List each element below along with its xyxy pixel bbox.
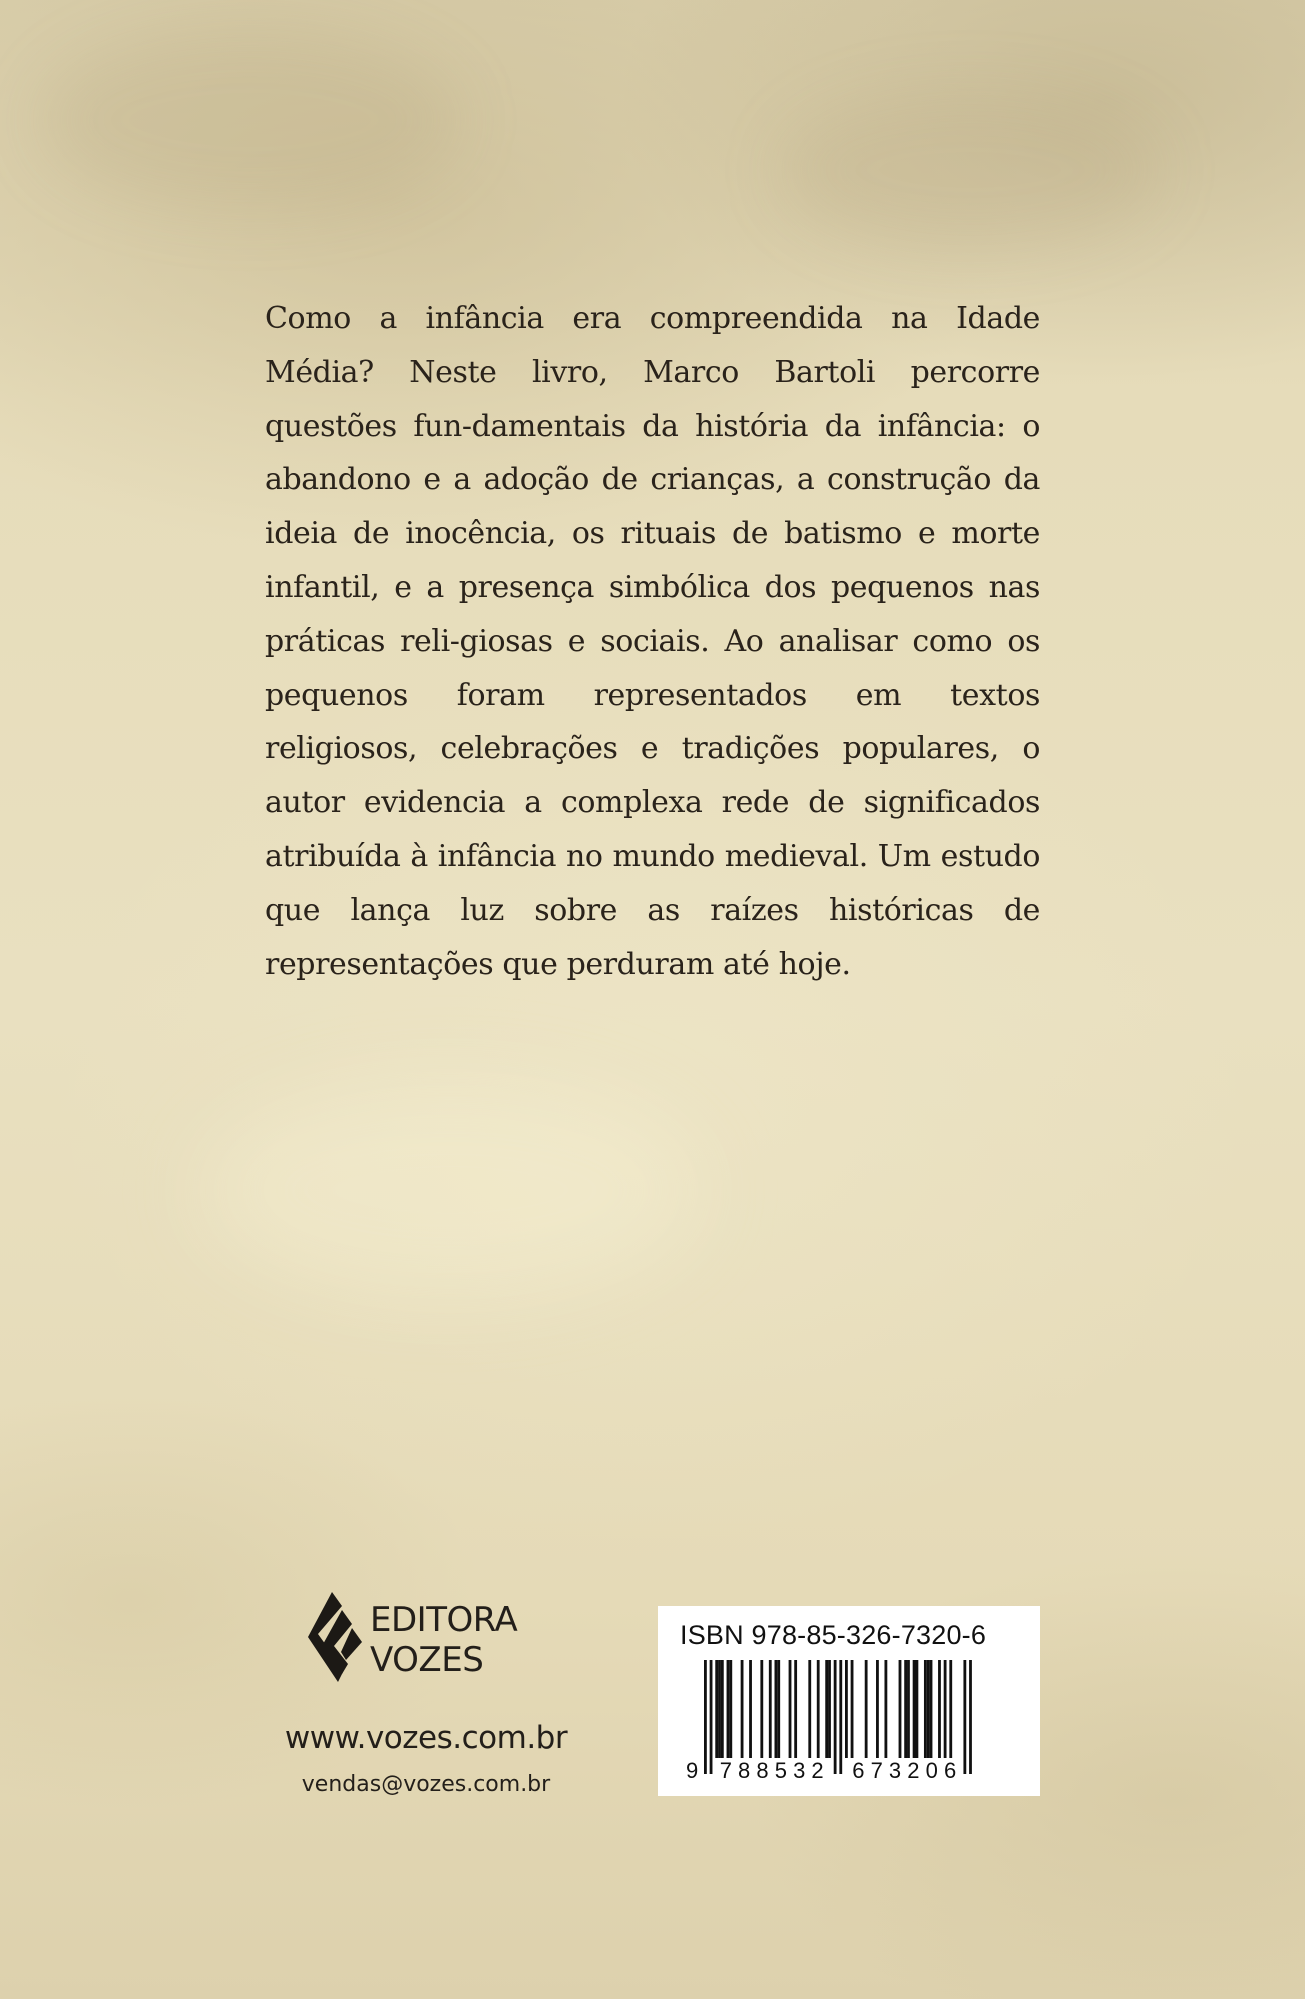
publisher-name-line2: VOZES [370,1640,484,1680]
barcode-bar [710,1660,713,1774]
barcode-bar [949,1660,952,1758]
barcode-left-digits: 7 8 8 5 3 2 [719,1758,824,1783]
barcode-bar [729,1660,732,1758]
publisher-email[interactable]: vendas@vozes.com.br [301,1772,551,1797]
barcode-bar [924,1660,927,1758]
ean13-barcode [658,1606,1040,1796]
barcode-bar [907,1660,910,1758]
publisher-name-line1: EDITORA [370,1600,518,1640]
isbn-barcode-panel [658,1606,1040,1796]
barcode-bar [817,1660,820,1758]
barcode-bar [769,1660,772,1758]
editora-vozes-logo-icon [308,1590,370,1690]
publisher-website[interactable]: www.vozes.com.br [284,1720,568,1756]
barcode-bar [825,1660,828,1758]
barcode-bar [876,1660,879,1758]
barcode-bar [916,1660,919,1758]
barcode-bar [749,1660,752,1758]
barcode-bar [834,1660,837,1774]
barcode-bar [777,1660,780,1758]
barcode-bar [845,1660,848,1758]
barcode-bar [865,1660,868,1758]
publisher-name [370,1600,517,1680]
barcode-bar [963,1660,966,1774]
barcode-bar [930,1660,933,1758]
barcode-bar [927,1660,930,1758]
barcode-bar [938,1660,941,1758]
barcode-bar [741,1660,744,1758]
barcode-bar [808,1660,811,1758]
paper-highlight [200,1080,700,1300]
barcode-bar [704,1660,707,1774]
barcode-bar [718,1660,721,1758]
barcode-bar [884,1660,887,1758]
barcode-bar [794,1660,797,1758]
barcode-bar [789,1660,792,1758]
barcode-bar [727,1660,730,1758]
barcode-bar [899,1660,902,1758]
barcode-bar [969,1660,972,1774]
isbn-label: ISBN 978-85-326-7320-6 [680,1620,987,1650]
barcode-bar [828,1660,831,1758]
publisher-block [308,1590,548,1690]
paper-stain [40,30,460,210]
barcode-bar [715,1660,718,1758]
back-cover-blurb: Como a infância era compreendida na Idade Média? Neste livro, Marco Bartoli percorre questões fun-damentais da história da infância: o abandono e a adoção de crianças, a construção da ideia de inocência, os rituais de batismo e morte infantil, e a presença simbólica dos pequenos nas práticas reli-giosas e sociais. Ao analisar como os pequenos foram representados em textos religiosos, celebrações e tradições populares, o autor evidencia a complexa rede de significados atribuída à infância no mundo medieval. Um estudo que lança luz sobre as raízes históricas de representações que perduram até hoje. [265,301,1040,982]
barcode-bar [913,1660,916,1758]
barcode-bar [760,1660,763,1758]
barcode-bar [904,1660,907,1758]
barcode-bar [944,1660,947,1758]
barcode-bar [721,1660,724,1758]
barcode-bar [839,1660,842,1774]
barcode-bar [775,1660,778,1758]
barcode-first-digit: 9 [686,1758,699,1783]
barcode-bar [851,1660,854,1758]
barcode-right-digits: 6 7 3 2 0 6 [852,1758,957,1783]
paper-stain [780,90,1160,250]
